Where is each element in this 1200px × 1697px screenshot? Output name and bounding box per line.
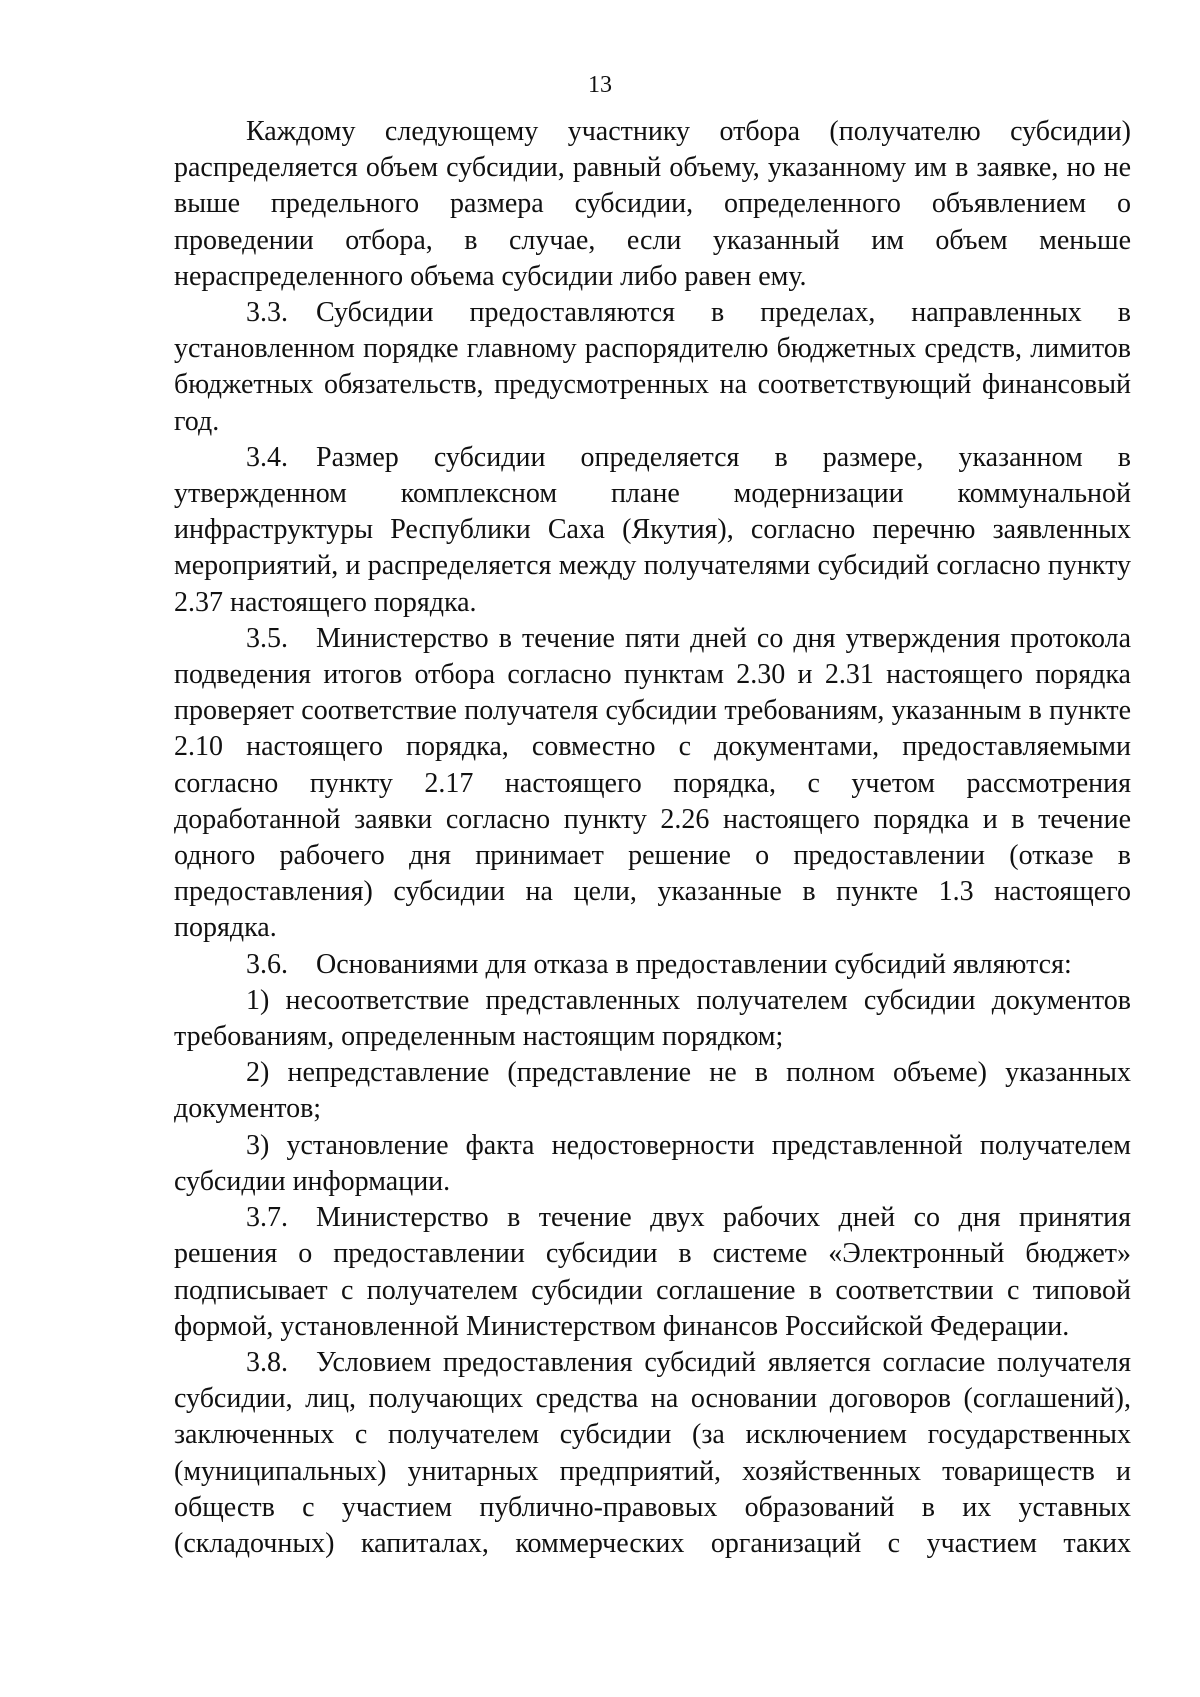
paragraph-text: Министерство в течение пяти дней со дня утверждения протокола подведения итогов отбора согласно пунктам 2.30 и 2.31 настоящего порядка проверяет соответствие получателя субсидии требованиям, указанным в пункте 2.10 настоящего порядка, совместно с документами, предоставляемыми согласно пункту 2.17 настоящего порядка, с учетом рассмотрения доработанной заявки согласно пункту 2.26 настоящего порядка и в течение одного рабочего дня принимает решение о предоставлении (отказе в предоставления) субсидии на цели, указанные в пункте 1.3 настоящего порядка. — [174, 622, 1131, 944]
clause-number: 3.6. — [246, 948, 288, 980]
list-item-2 — [174, 1055, 1131, 1127]
document-body — [174, 114, 1131, 1562]
paragraph-text: Размер субсидии определяется в размере, указанном в утвержденном комплексном плане модернизации коммунальной инфраструктуры Республики Саха (Якутия), согласно перечню заявленных мероприятий, и распределяется между получателями субсидий согласно пункту 2.37 настоящего порядка. — [174, 441, 1131, 618]
paragraph-3-4 — [174, 440, 1131, 621]
paragraph-text: 2) непредставление (представление не в полном объеме) указанных документов; — [174, 1057, 1131, 1125]
paragraph-text: Министерство в течение двух рабочих дней со дня принятия решения о предоставлении субсидии в системе «Электронный бюджет» подписывает с получателем субсидии соглашение в соответствии с типовой формой, установленной Министерством финансов Российской Федерации. — [174, 1202, 1131, 1342]
paragraph-3-5 — [174, 621, 1131, 947]
paragraph-3-7 — [174, 1200, 1131, 1345]
page-number: 13 — [588, 72, 612, 98]
paragraph-text: Условием предоставления субсидий является согласие получателя субсидии, лиц, получающих средства на основании договоров (соглашений), заключенных с получателем субсидии (за исключением государственных (муниципальных) унитарных предприятий, хозяйственных товариществ и обществ с участием публично-правовых образований в их уставных (складочных) капиталах, коммерческих организаций с участием таких — [174, 1346, 1131, 1559]
paragraph-text: 1) несоответствие представленных получателем субсидии документов требованиям, определенным настоящим порядком; — [174, 984, 1131, 1053]
paragraph-text: Основаниями для отказа в предоставлении субсидий являются: — [316, 948, 1072, 980]
paragraph — [174, 114, 1131, 295]
clause-number: 3.7. — [246, 1202, 288, 1234]
paragraph-3-8 — [174, 1345, 1131, 1562]
paragraph-3-3 — [174, 295, 1131, 440]
paragraph-3-6 — [174, 947, 1131, 983]
clause-number: 3.3. — [246, 297, 288, 329]
clause-number: 3.8. — [246, 1346, 288, 1378]
paragraph-text: 3) установление факта недостоверности представленной получателем субсидии информации. — [174, 1129, 1131, 1197]
clause-number: 3.4. — [246, 441, 288, 473]
list-item-3 — [174, 1128, 1131, 1200]
paragraph-text: Каждому следующему участнику отбора (получателю субсидии) распределяется объем субсидии, равный объему, указанному им в заявке, но не выше предельного размера субсидии, определенного объявлением о проведении отбора, в случае, если указанный им объем меньше нераспределенного объема субсидии либо равен ему. — [174, 116, 1131, 292]
paragraph-text: Субсидии предоставляются в пределах, направленных в установленном порядке главному распорядителю бюджетных средств, лимитов бюджетных обязательств, предусмотренных на соответствующий финансовый год. — [174, 297, 1131, 437]
clause-number: 3.5. — [246, 622, 288, 654]
list-item-1 — [174, 983, 1131, 1055]
